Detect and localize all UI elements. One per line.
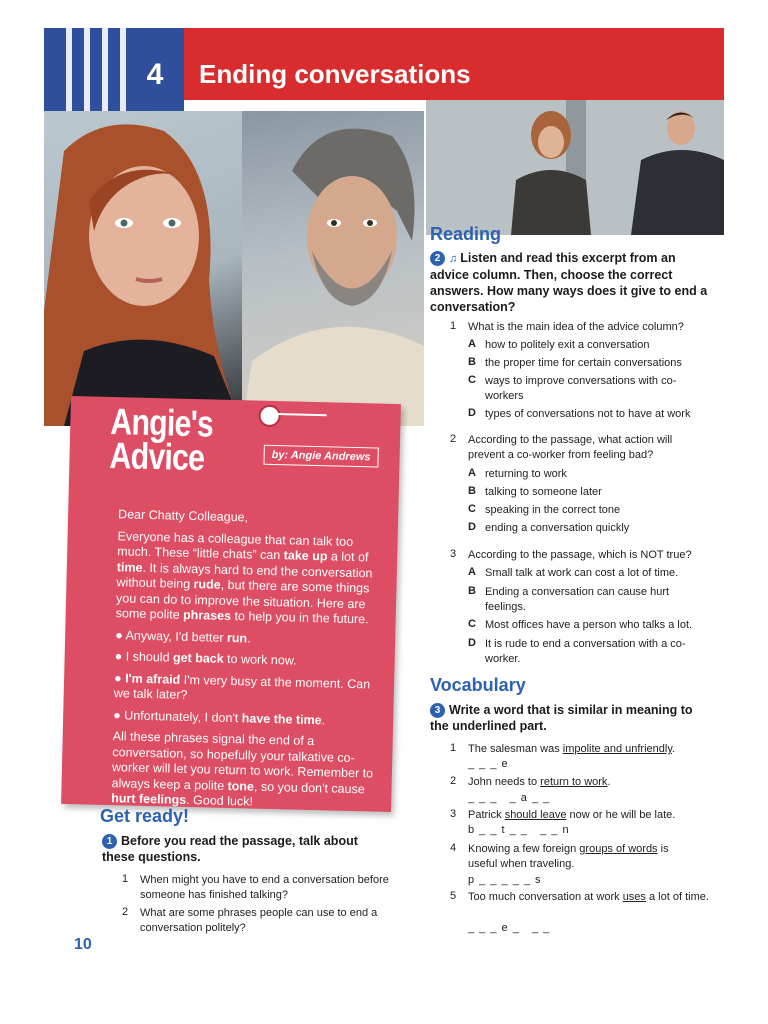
option-letter: B bbox=[468, 485, 476, 497]
headphones-icon: ♫ bbox=[449, 253, 458, 265]
reading-question-2: According to the passage, what action will prevent a co-worker from feeling bad? bbox=[468, 434, 673, 461]
option-text: ways to improve conversations with co-workers bbox=[485, 375, 677, 402]
vocab-item-1: The salesman was impolite and unfriendly. bbox=[468, 743, 676, 755]
vocabulary-instruction: 3 Write a word that is similar in meaning to the underlined part. bbox=[430, 703, 693, 733]
option-text: Ending a conversation can cause hurt feelings. bbox=[485, 586, 670, 613]
answer-blank[interactable]: b _ _ t _ _ _ _ n bbox=[468, 824, 570, 836]
option-letter: A bbox=[468, 566, 476, 578]
exercise-badge: 1 bbox=[102, 834, 117, 849]
advice-bullet-3: ● I'm afraid I'm very busy at the moment. Can we talk later? bbox=[113, 670, 371, 702]
question-number: 2 bbox=[450, 433, 457, 445]
photo-man bbox=[242, 111, 424, 426]
option-letter: D bbox=[468, 637, 476, 649]
pin-icon bbox=[258, 405, 281, 428]
item-number: 2 bbox=[450, 775, 457, 787]
option-letter: D bbox=[468, 521, 476, 533]
option-text: the proper time for certain conversations bbox=[485, 357, 682, 369]
advice-bullet-2: ● I should get back to work now. bbox=[114, 649, 297, 668]
advice-paragraph-2: All these phrases signal the end of a conversation, so hopefully your talkative co-worker will let you return to work. Remember to always keep a polite tone, so you don't cause hurt feelings. Good luck! bbox=[111, 729, 374, 809]
header-stripe bbox=[120, 28, 126, 111]
vocabulary-heading: Vocabulary bbox=[430, 675, 526, 695]
page-number: 10 bbox=[74, 936, 92, 953]
answer-blank[interactable]: _ _ _ e bbox=[468, 758, 509, 770]
pin-line bbox=[277, 413, 327, 416]
option-letter: B bbox=[468, 585, 476, 597]
answer-blank[interactable]: p _ _ _ _ _ s bbox=[468, 874, 542, 886]
get-ready-question-2: What are some phrases people can use to end a conversation politely? bbox=[140, 907, 378, 934]
question-number: 2 bbox=[122, 906, 129, 918]
reading-question-1: What is the main idea of the advice column? bbox=[468, 321, 684, 333]
option-letter: C bbox=[468, 618, 476, 630]
question-number: 1 bbox=[450, 320, 457, 332]
option-text: ending a conversation quickly bbox=[485, 522, 630, 534]
option-letter: A bbox=[468, 467, 476, 479]
get-ready-heading: Get ready! bbox=[100, 806, 190, 826]
option-letter: A bbox=[468, 338, 476, 350]
option-text: how to politely exit a conversation bbox=[485, 339, 650, 351]
textbook-page bbox=[44, 28, 724, 992]
photo-office-encounter bbox=[426, 100, 724, 235]
advice-title-line2: Advice bbox=[109, 434, 205, 479]
get-ready-question-1: When might you have to end a conversation before someone has finished talking? bbox=[140, 874, 389, 901]
option-letter: C bbox=[468, 374, 476, 386]
vocab-item-4: Knowing a few foreign groups of words is useful when traveling. bbox=[468, 843, 669, 870]
unit-header bbox=[44, 28, 724, 111]
advice-bullet-1: ● Anyway, I'd better run. bbox=[115, 627, 251, 645]
item-number: 5 bbox=[450, 890, 457, 902]
advice-title-line1: Angie's bbox=[109, 401, 214, 445]
option-letter: D bbox=[468, 407, 476, 419]
reading-heading: Reading bbox=[430, 224, 502, 244]
answer-blank[interactable]: _ _ _ e _ _ _ bbox=[468, 922, 551, 934]
option-letter: B bbox=[468, 356, 476, 368]
header-stripe bbox=[102, 28, 108, 111]
advice-title bbox=[109, 401, 214, 479]
option-text: Small talk at work can cost a lot of time. bbox=[485, 567, 679, 579]
exercise-badge: 3 bbox=[430, 703, 445, 718]
unit-number: 4 bbox=[146, 58, 164, 91]
item-number: 1 bbox=[450, 742, 457, 754]
header-stripe bbox=[84, 28, 90, 111]
advice-byline: by: Angie Andrews bbox=[263, 445, 378, 468]
advice-greeting: Dear Chatty Colleague, bbox=[117, 507, 249, 525]
question-number: 3 bbox=[450, 548, 457, 560]
exercise-badge: 2 bbox=[430, 251, 445, 266]
photo-woman bbox=[44, 111, 242, 426]
get-ready-instruction: 1 Before you read the passage, talk about these questions. bbox=[102, 834, 358, 864]
option-text: talking to someone later bbox=[485, 486, 602, 498]
advice-paragraph-1: Everyone has a colleague that can talk too much. These “little chats” can take up a lot of time. It is always hard to end the conversation without being rude, but there are some things you can do to improve the situation. Here are some polite phrases to help you in the future. bbox=[115, 528, 373, 627]
answer-blank[interactable]: _ _ _ _ a _ _ bbox=[468, 792, 551, 804]
advice-column bbox=[61, 396, 401, 812]
unit-title: Ending conversations bbox=[199, 59, 471, 89]
item-number: 3 bbox=[450, 808, 457, 820]
advice-bullet-4: ● Unfortunately, I don't have the time. bbox=[113, 707, 326, 727]
option-text: types of conversations not to have at work bbox=[485, 408, 691, 420]
vocab-item-2: John needs to return to work. bbox=[468, 776, 611, 788]
option-text: speaking in the correct tone bbox=[485, 504, 621, 516]
reading-instruction: 2 ♫ Listen and read this excerpt from an advice column. Then, choose the correct answers. How many ways does it give to end a conversation? bbox=[430, 251, 708, 314]
option-text: Most offices have a person who talks a lot. bbox=[485, 619, 693, 631]
header-stripe bbox=[66, 28, 72, 111]
item-number: 4 bbox=[450, 842, 457, 854]
vocab-item-3: Patrick should leave now or he will be late. bbox=[468, 809, 676, 821]
option-letter: C bbox=[468, 503, 476, 515]
advice-body bbox=[111, 507, 380, 819]
reading-question-3: According to the passage, which is NOT true? bbox=[468, 549, 692, 561]
question-number: 1 bbox=[122, 873, 129, 885]
vocab-item-5: Too much conversation at work uses a lot of time. bbox=[468, 891, 709, 903]
option-text: It is rude to end a conversation with a co-worker. bbox=[485, 638, 686, 665]
option-text: returning to work bbox=[485, 468, 567, 480]
